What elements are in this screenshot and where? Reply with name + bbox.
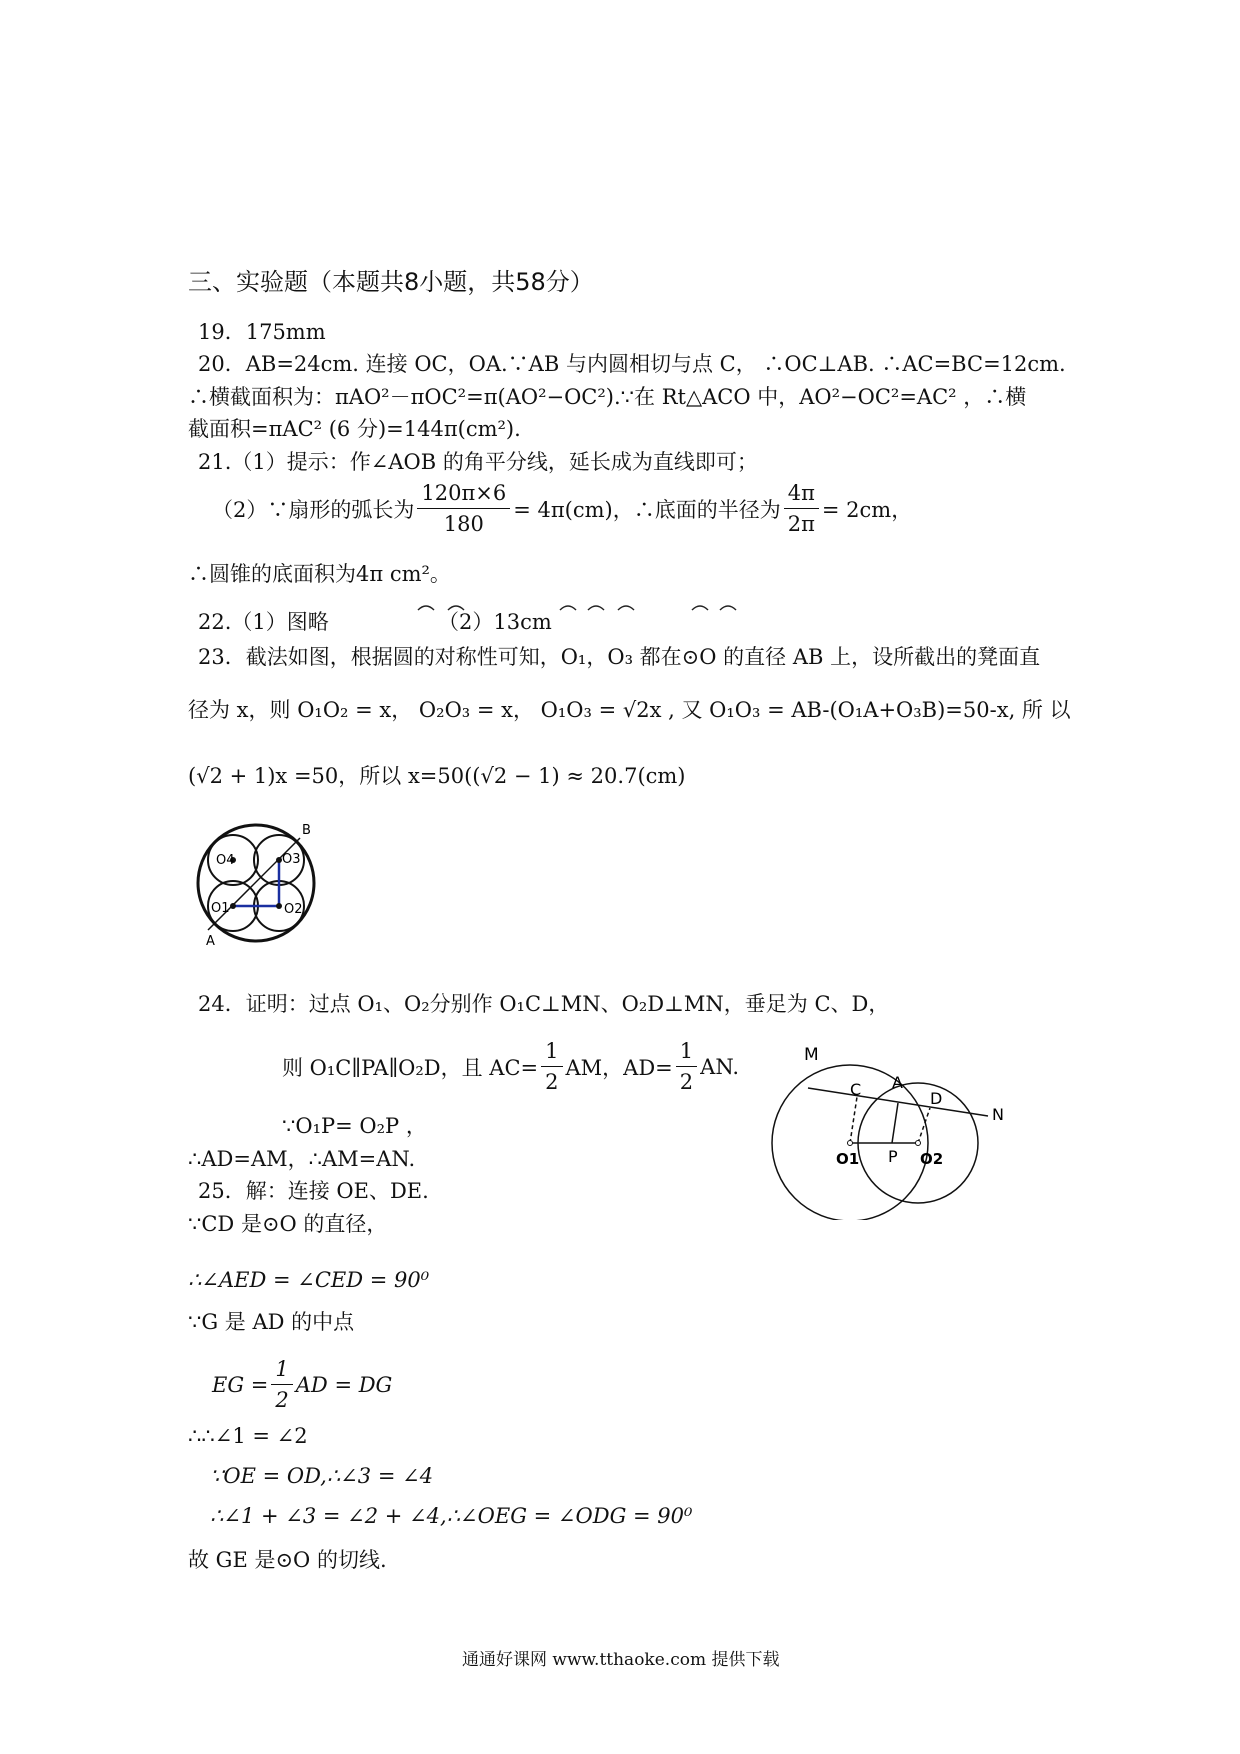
arc-numerator: 120π×6: [417, 478, 510, 509]
label-o4: O4: [216, 853, 235, 868]
q21-part2-prefix: （2）∵扇形的弧长为: [212, 497, 415, 522]
q25-line6: ∴∴∠1 = ∠2: [188, 1424, 308, 1448]
q22-part2: （2）13cm: [438, 610, 552, 634]
arc-result: = 4π(cm)，∴底面的半径为: [513, 497, 781, 522]
eq-numerator: 1: [271, 1354, 292, 1385]
half-numerator: 1: [541, 1036, 562, 1067]
eq-half-fraction: [271, 1354, 292, 1415]
q24-line2: [282, 1036, 739, 1097]
label-o2: O2: [284, 902, 303, 917]
q24-line2-prefix: 则 O₁C∥PA∥O₂D，且 AC=: [282, 1055, 539, 1080]
q25-line3: ∴∠AED = ∠CED = 90⁰: [188, 1268, 430, 1292]
q19-answer: 19．175mm: [198, 320, 326, 344]
q25-line8: ∴∠1 + ∠3 = ∠2 + ∠4,∴∠OEG = ∠ODG = 90⁰: [210, 1504, 693, 1528]
label-a: A: [892, 1073, 903, 1092]
eq-left: EG =: [212, 1372, 269, 1397]
arc-marks: [410, 598, 750, 614]
q23-line2: 径为 x，则 O₁O₂ = x， O₂O₃ = x， O₁O₃ = √2x , 又 O₁O₃ = AB-(O₁A+O₃B)=50-x, 所 以: [188, 698, 1071, 722]
q25-line9: 故 GE 是⊙O 的切线.: [188, 1548, 387, 1572]
label-o2: O2: [920, 1150, 944, 1168]
eq-denominator: 2: [275, 1388, 289, 1412]
radius-fraction: [784, 478, 819, 539]
half-fraction-1: [541, 1036, 562, 1097]
q20-line3: 截面积=πAC² (6 分)=144π(cm²).: [188, 417, 521, 441]
q24-line3: ∵O₁P= O₂P ，: [282, 1114, 427, 1138]
q21-line3: ∴圆锥的底面积为4π cm²。: [188, 562, 451, 586]
label-c: C: [850, 1080, 862, 1099]
q24-line1: 24．证明：过点 O₁、O₂分别作 O₁C⊥MN、O₂D⊥MN，垂足为 C、D，: [198, 992, 890, 1016]
q20-line2: ∴横截面积为：πAO²－πOC²=π(AO²−OC²).∵在 Rt△ACO 中，AO²−OC²=AC² ，∴横: [188, 385, 1027, 409]
half-numerator: 1: [676, 1036, 697, 1067]
label-o3: O3: [282, 852, 301, 867]
label-p: P: [888, 1147, 898, 1166]
radius-denominator: 2π: [787, 512, 815, 536]
label-b: B: [302, 823, 311, 838]
two-circles-diagram: [770, 1040, 1010, 1220]
q21-part2: [212, 478, 912, 539]
half-denominator: 2: [679, 1070, 694, 1094]
half-fraction-2: [676, 1036, 697, 1097]
q22-part1: 22.（1）图略: [198, 610, 329, 634]
eq-right: AD = DG: [295, 1372, 393, 1397]
footer-credit: 通通好课网 www.tthaoke.com 提供下载: [462, 1650, 780, 1670]
half-denominator: 2: [545, 1070, 559, 1094]
label-o1: O1: [211, 901, 230, 916]
q24-line2-suffix: AN.: [700, 1054, 740, 1079]
label-a: A: [206, 934, 215, 948]
label-n: N: [992, 1105, 1004, 1124]
radius-result: = 2cm，: [821, 497, 913, 522]
q21-line1: 21.（1）提示：作∠AOB 的角平分线，延长成为直线即可；: [198, 450, 758, 474]
q24-line4: ∴AD=AM，∴AM=AN.: [188, 1147, 416, 1171]
q23-line3: (√2 + 1)x =50，所以 x=50((√2 − 1) ≈ 20.7(cm): [188, 764, 686, 788]
q20-line1: 20．AB=24cm. 连接 OC，OA.∵AB 与内圆相切与点 C， ∴OC⊥AB. ∴AC=BC=12cm.: [198, 352, 1066, 376]
arc-length-fraction: [417, 478, 510, 539]
q25-eg-equation: [212, 1354, 392, 1415]
arc-denominator: 180: [443, 512, 484, 536]
label-m: M: [804, 1045, 819, 1065]
stool-cutting-diagram: [188, 818, 328, 948]
radius-numerator: 4π: [784, 478, 819, 509]
q25-line7: ∵OE = OD,∴∠3 = ∠4: [210, 1464, 434, 1488]
q24-line2-mid: AM，AD=: [565, 1055, 673, 1080]
label-d: D: [930, 1089, 943, 1108]
q25-line4: ∵G 是 AD 的中点: [188, 1310, 355, 1334]
q25-line1: 25．解：连接 OE、DE.: [198, 1179, 429, 1203]
section-title: 三、实验题（本题共8小题，共58分）: [188, 268, 594, 296]
label-o1: O1: [836, 1150, 860, 1168]
q23-line1: 23．截法如图，根据圆的对称性可知，O₁，O₃ 都在⊙O 的直径 AB 上，设所截出的凳面直: [198, 645, 1041, 669]
q25-line2: ∵CD 是⊙O 的直径，: [188, 1212, 388, 1236]
